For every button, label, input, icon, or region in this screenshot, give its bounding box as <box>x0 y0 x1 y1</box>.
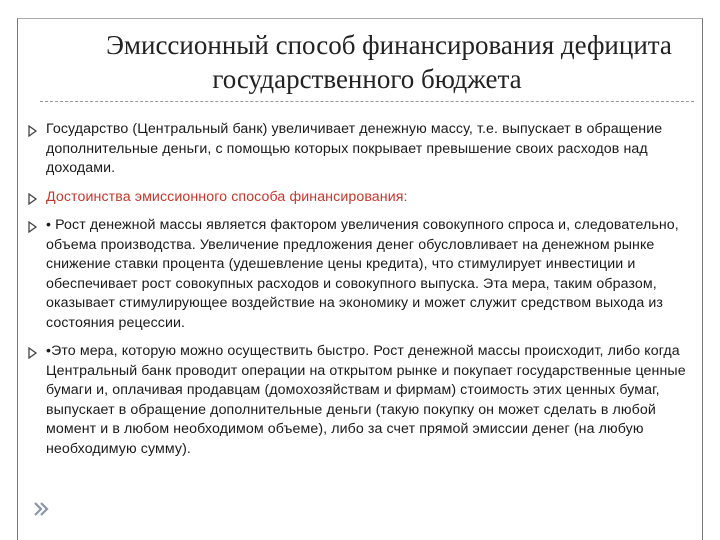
bullet-text: •Это мера, которую можно осуществить быстро. Рост денежной массы происходит, либо когда Центральный банк проводит операции на открытом рынке и покупает государственные ценные бумаги и, оплачивая продавцам (домохозяйствам и фирмам) стоимость этих ценных бумаг, выпускает в обращение дополнительные деньги (такую покупку он может сделать в любой момент и в любом необходимом объеме), либо за счет прямой эмиссии денег (на любую необходимую сумму). <box>46 343 686 457</box>
slide-title <box>40 22 694 102</box>
bullet-text: • Рост денежной массы является фактором увеличения совокупного спроса и, следовательно, объема производства. Увеличение предложения денег обусловливает на денежном рынке снижение ставки процента (удешевление цены кредита), что стимулирует инвестиции и обеспечивает рост совокупных расходов и совокупного выпуска. Эта мера, таким образом, оказывает стимулирующее воздействие на экономику и может служит средством выхода из состояния рецессии. <box>46 217 679 331</box>
bullet-item <box>28 342 700 459</box>
bullet-text-highlight: Достоинства эмиссионного способа финансирования: <box>46 188 408 205</box>
bullet-list <box>28 120 700 468</box>
title-line-1: Эмиссионный способ финансирования дефицита <box>106 29 672 60</box>
bullet-item <box>28 216 700 333</box>
triangle-right-icon <box>28 191 46 207</box>
triangle-right-icon <box>28 219 46 235</box>
bullet-text: Государство (Центральный банк) увеличивает денежную массу, т.е. выпускает в обращение дополнительные деньги, с помощью которых покрывает превышение своих расходов над доходами. <box>46 121 663 176</box>
bullet-item <box>28 120 700 179</box>
triangle-right-icon <box>28 123 46 139</box>
bullet-item <box>28 188 700 208</box>
chevron-double-right-icon[interactable] <box>32 500 50 523</box>
triangle-right-icon <box>28 345 46 361</box>
title-line-2: государственного бюджета <box>212 63 522 94</box>
